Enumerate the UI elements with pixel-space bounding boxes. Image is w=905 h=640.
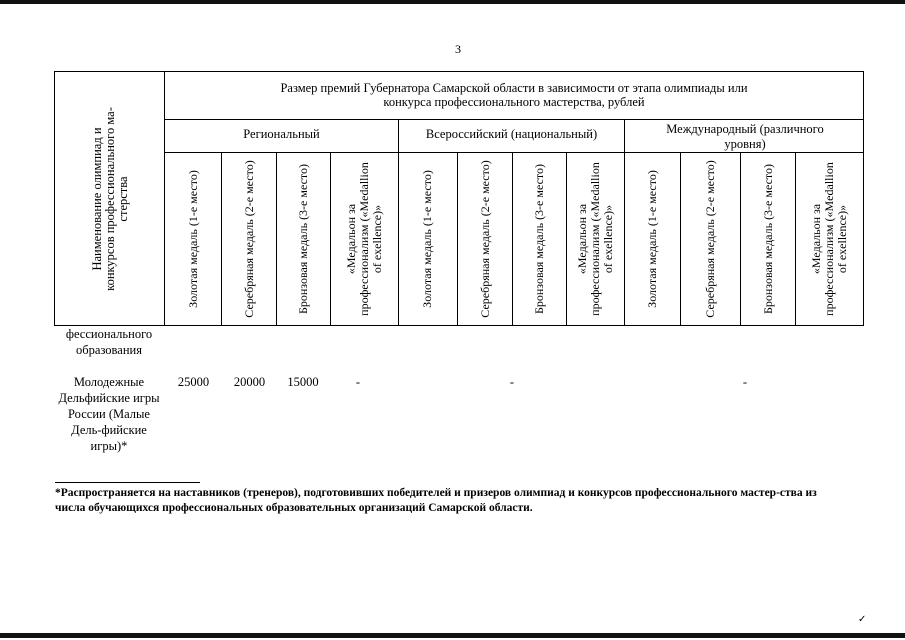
grid-line [795, 152, 796, 325]
grid-line [740, 152, 741, 325]
subheader-international-gold: Золотая медаль (1-е место) [644, 170, 659, 308]
level-header-international: Международный (различного уровня) [666, 122, 824, 151]
grid-line [54, 71, 55, 325]
subheader-regional-silver: Серебряная медаль (2-е место) [241, 160, 256, 318]
row-2-international: - [742, 375, 748, 389]
subheader-national-medallion: «Медальон за профессионализм («Medallion of exellence)» [574, 162, 615, 316]
footnote-rule [55, 482, 200, 483]
grid-line [54, 325, 864, 326]
row-1-name: фессионального образования [65, 327, 153, 357]
scan-bottom-edge [0, 633, 905, 638]
row-2-regional-gold: 25000 [177, 375, 210, 389]
scan-top-edge [0, 0, 905, 4]
grid-line [512, 152, 513, 325]
grid-line [54, 71, 864, 72]
grid-line [164, 119, 864, 120]
footnote: *Распространяется на наставников (тренеров), подготовивших победителей и призеров олимпиад и конкурсов профессионального мастер-ства из числа обучающихся профессиональных образовательных организаций Самарской области. [55, 487, 817, 514]
grid-line [863, 71, 864, 325]
grid-line [398, 119, 399, 325]
row-2-regional-bronze: 15000 [287, 375, 319, 389]
subheader-national-bronze: Бронзовая медаль (3-е место) [531, 163, 546, 315]
level-header-national: Всероссийский (национальный) [425, 127, 598, 141]
grid-line [457, 152, 458, 325]
grid-line [164, 152, 864, 153]
grid-line [164, 71, 165, 325]
row-2-name: Молодежные Дельфийские игры России (Малые Дель-фийские игры)* [58, 375, 160, 453]
level-header-regional: Региональный [243, 127, 320, 141]
scan-mark: ✓ [858, 614, 867, 625]
subheader-international-medallion: «Медальон за профессионализм («Medallion of exellence)» [808, 162, 849, 316]
subheader-regional-medallion: «Медальон за профессионализм («Medallion of exellence)» [343, 162, 384, 316]
grid-line [276, 152, 277, 325]
row-2-national: - [509, 375, 515, 389]
row-2-regional-silver: 20000 [233, 375, 266, 389]
subheader-international-silver: Серебряная медаль (2-е место) [702, 160, 717, 318]
subheader-regional-bronze: Бронзовая медаль (3-е место) [295, 163, 310, 315]
subheader-national-gold: Золотая медаль (1-е место) [419, 170, 434, 308]
grid-line [221, 152, 222, 325]
row-2-regional-medallion: - [355, 375, 361, 389]
group-header: Размер премий Губернатора Самарской области в зависимости от этапа олимпиады или конкурса профессионального мастерства, рублей [280, 81, 748, 109]
subheader-national-silver: Серебряная медаль (2-е место) [477, 160, 492, 318]
grid-line [680, 152, 681, 325]
grid-line [624, 119, 625, 325]
first-column-header: Наименование олимпиад и конкурсов профессионального ма-стерства [89, 107, 130, 291]
subheader-regional-gold: Золотая медаль (1-е место) [185, 170, 200, 308]
page-number: 3 [455, 42, 461, 56]
grid-line [566, 152, 567, 325]
subheader-international-bronze: Бронзовая медаль (3-е место) [760, 163, 775, 315]
grid-line [330, 152, 331, 325]
